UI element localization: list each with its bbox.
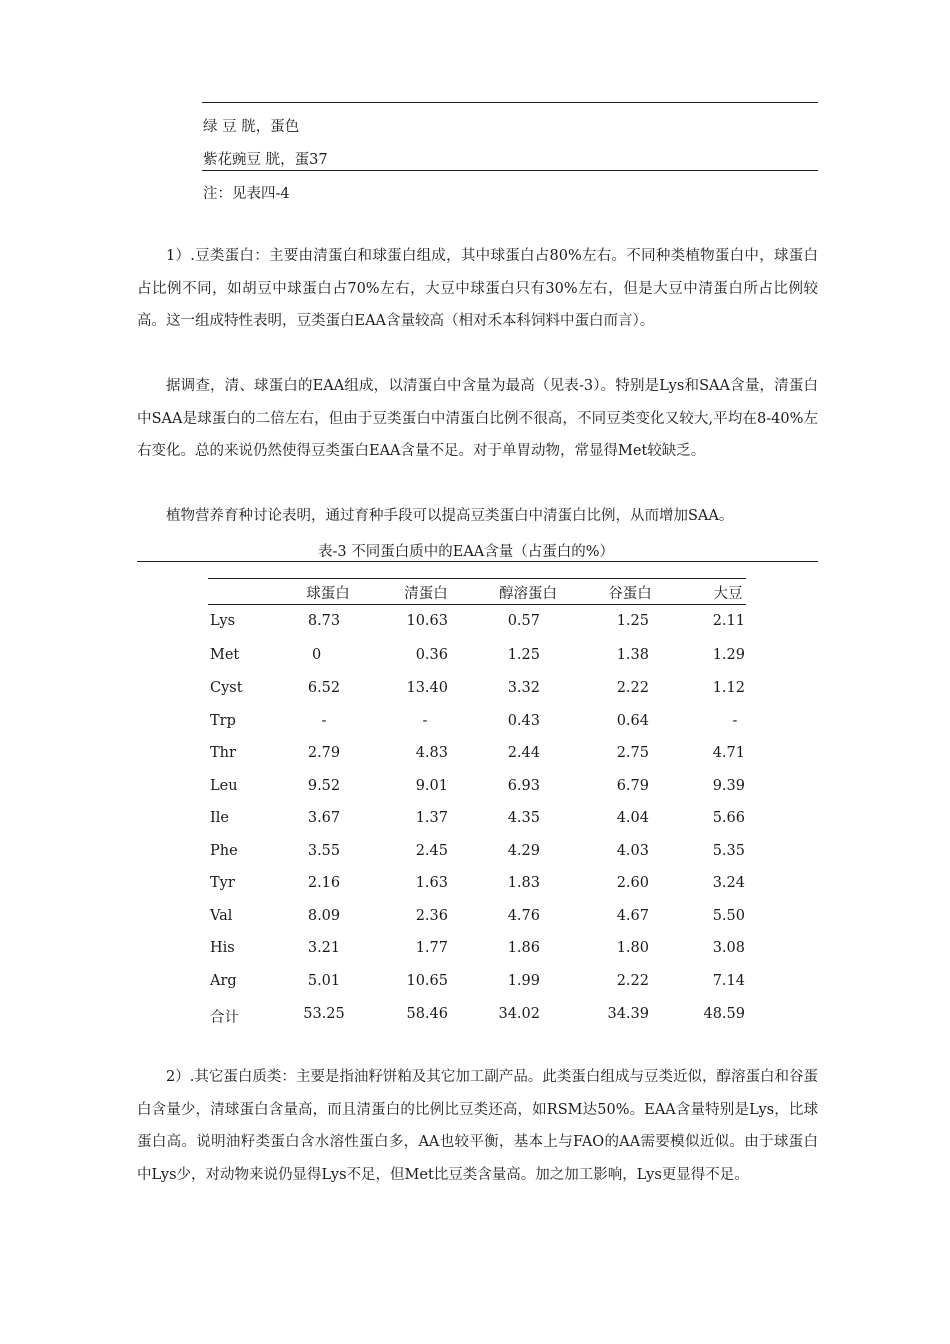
row-label: Phe — [210, 843, 238, 859]
table-cell: 4.83 — [415, 745, 448, 761]
table-cell: 2.44 — [507, 745, 540, 761]
paragraph-survey: 据调查，清、球蛋白的EAA组成，以清蛋白中含量为最高（见表-3）。特别是Lys和SAA含量，清蛋白中SAA是球蛋白的二倍左右，但由于豆类蛋白中清蛋白比例不很高，不同豆类变化又较大,平均在8-40%左右变化。总的来说仍然使得豆类蛋白EAA含量不足。对于单胃动物，常显得Met较缺乏。 — [137, 378, 818, 459]
table-cell: 1.12 — [712, 680, 745, 696]
table-cell: 13.40 — [406, 680, 448, 696]
table-cell: 2.22 — [616, 973, 649, 989]
table-rule-header-bottom — [208, 604, 746, 605]
table-cell: 2.36 — [415, 908, 448, 924]
top-table-rule-top — [202, 102, 818, 103]
table-cell: 4.29 — [507, 843, 540, 859]
table-cell: 2.45 — [415, 843, 448, 859]
table-cell: 48.59 — [703, 1006, 745, 1022]
row-label: Met — [210, 647, 240, 663]
row-label: Tyr — [210, 875, 235, 891]
row-label: Thr — [210, 745, 236, 761]
table-cell: 7.14 — [712, 973, 745, 989]
row-label: Leu — [210, 778, 238, 794]
table-cell: 3.08 — [712, 940, 745, 956]
table-cell: 5.01 — [307, 973, 341, 989]
table-cell: 9.52 — [307, 778, 341, 794]
row-label: Trp — [210, 713, 236, 729]
table-cell: 2.79 — [307, 745, 341, 761]
table-cell: 6.93 — [507, 778, 540, 794]
table-cell: - — [321, 713, 327, 729]
col-header: 大豆 — [713, 586, 743, 602]
table-cell: 1.37 — [415, 810, 448, 826]
table-cell: 4.76 — [507, 908, 540, 924]
table-cell: 34.39 — [607, 1006, 649, 1022]
table-cell: - — [422, 713, 428, 729]
table-cell: - — [732, 713, 738, 729]
table-cell: 2.16 — [307, 875, 341, 891]
table-cell: 1.29 — [712, 647, 745, 663]
table-cell: 3.55 — [307, 843, 341, 859]
table-cell: 1.86 — [507, 940, 540, 956]
table-cell: 10.65 — [406, 973, 448, 989]
row-label: 合计 — [210, 1010, 239, 1026]
table-cell: 6.52 — [307, 680, 341, 696]
table-rule-outer — [137, 561, 818, 562]
table-cell: 34.02 — [498, 1006, 540, 1022]
row-label: Cyst — [210, 680, 243, 696]
table-cell: 1.25 — [616, 613, 649, 629]
table-cell: 3.24 — [712, 875, 745, 891]
table-cell: 53.25 — [303, 1006, 345, 1022]
table-cell: 4.04 — [616, 810, 649, 826]
table-cell: 4.03 — [616, 843, 649, 859]
table-cell: 6.79 — [616, 778, 649, 794]
table-cell: 1.99 — [507, 973, 540, 989]
row-label: Ile — [210, 810, 229, 826]
table-cell: 8.09 — [307, 908, 341, 924]
top-table-row: 紫花豌豆 胱，蛋37 — [203, 152, 328, 168]
col-header: 醇溶蛋白 — [499, 586, 557, 602]
table-cell: 1.80 — [616, 940, 649, 956]
table-rule-header-top — [208, 578, 746, 579]
table-header-row — [210, 582, 750, 602]
table-caption: 表-3 不同蛋白质中的EAA含量（占蛋白的%） — [318, 544, 615, 560]
table-cell: 58.46 — [406, 1006, 448, 1022]
table-cell: 4.67 — [616, 908, 649, 924]
table-cell: 4.71 — [712, 745, 745, 761]
table-cell: 5.35 — [712, 843, 745, 859]
table-row — [210, 778, 750, 798]
table-row — [210, 940, 750, 960]
paragraph-legume-protein: 1）.豆类蛋白：主要由清蛋白和球蛋白组成，其中球蛋白占80%左右。不同种类植物蛋白中，球蛋白占比例不同，如胡豆中球蛋白占70%左右，大豆中球蛋白只有30%左右，但是大豆中清蛋白所占比例较高。这一组成特性表明，豆类蛋白EAA含量较高（相对禾本科饲料中蛋白而言）。 — [137, 248, 818, 329]
col-header: 球蛋白 — [306, 586, 350, 602]
col-header: 清蛋白 — [404, 586, 448, 602]
table-cell: 1.77 — [415, 940, 448, 956]
table-cell: 1.63 — [415, 875, 448, 891]
row-label: His — [210, 940, 235, 956]
table-row — [210, 843, 750, 863]
table-cell: 8.73 — [307, 613, 341, 629]
table-cell: 9.01 — [415, 778, 448, 794]
table-cell: 5.66 — [712, 810, 745, 826]
col-header: 谷蛋白 — [608, 586, 652, 602]
table-cell: 2.22 — [616, 680, 649, 696]
table-row — [210, 875, 750, 895]
top-table-note: 注：见表四-4 — [203, 186, 290, 202]
table-cell: 0.57 — [507, 613, 540, 629]
table-row — [210, 973, 750, 993]
table-cell: 2.11 — [712, 613, 745, 629]
table-cell: 3.21 — [307, 940, 341, 956]
table-cell: 0.36 — [415, 647, 448, 663]
table-cell: 9.39 — [712, 778, 745, 794]
table-cell: 3.32 — [507, 680, 540, 696]
table-cell: 2.75 — [616, 745, 649, 761]
table-cell: 10.63 — [406, 613, 448, 629]
table-cell: 3.67 — [307, 810, 341, 826]
row-label: Arg — [210, 973, 237, 989]
table-row — [210, 745, 750, 765]
table-cell: 1.83 — [507, 875, 540, 891]
paragraph-breeding: 植物营养育种讨论表明，通过育种手段可以提高豆类蛋白中清蛋白比例，从而增加SAA。 — [166, 508, 734, 524]
row-label: Val — [210, 908, 233, 924]
table-row — [210, 613, 750, 633]
table-row — [210, 713, 750, 733]
table-cell: 4.35 — [507, 810, 540, 826]
table-cell: 5.50 — [712, 908, 745, 924]
table-cell: 2.60 — [616, 875, 649, 891]
top-table-row: 绿 豆 胱，蛋色 — [203, 119, 300, 135]
table-row-total — [210, 1006, 750, 1026]
table-cell: 0 — [312, 647, 322, 663]
table-cell: 0.43 — [507, 713, 540, 729]
table-row — [210, 908, 750, 928]
table-row — [210, 680, 750, 700]
paragraph-other-proteins: 2）.其它蛋白质类：主要是指油籽饼粕及其它加工副产品。此类蛋白组成与豆类近似，醇溶蛋白和谷蛋白含量少，清球蛋白含量高，而且清蛋白的比例比豆类还高，如RSM达50%。EAA含量特别是Lys，比球蛋白高。说明油籽类蛋白含水溶性蛋白多，AA也较平衡，基本上与FAO的AA需要模似近似。由于球蛋白中Lys少，对动物来说仍显得Lys不足，但Met比豆类含量高。加之加工影响，Lys更显得不足。 — [137, 1069, 818, 1183]
top-table-rule-bottom — [202, 170, 818, 171]
table-row — [210, 810, 750, 830]
row-label: Lys — [210, 613, 236, 629]
table-row — [210, 647, 750, 667]
table-cell: 1.38 — [616, 647, 649, 663]
table-cell: 1.25 — [507, 647, 540, 663]
table-cell: 0.64 — [616, 713, 649, 729]
